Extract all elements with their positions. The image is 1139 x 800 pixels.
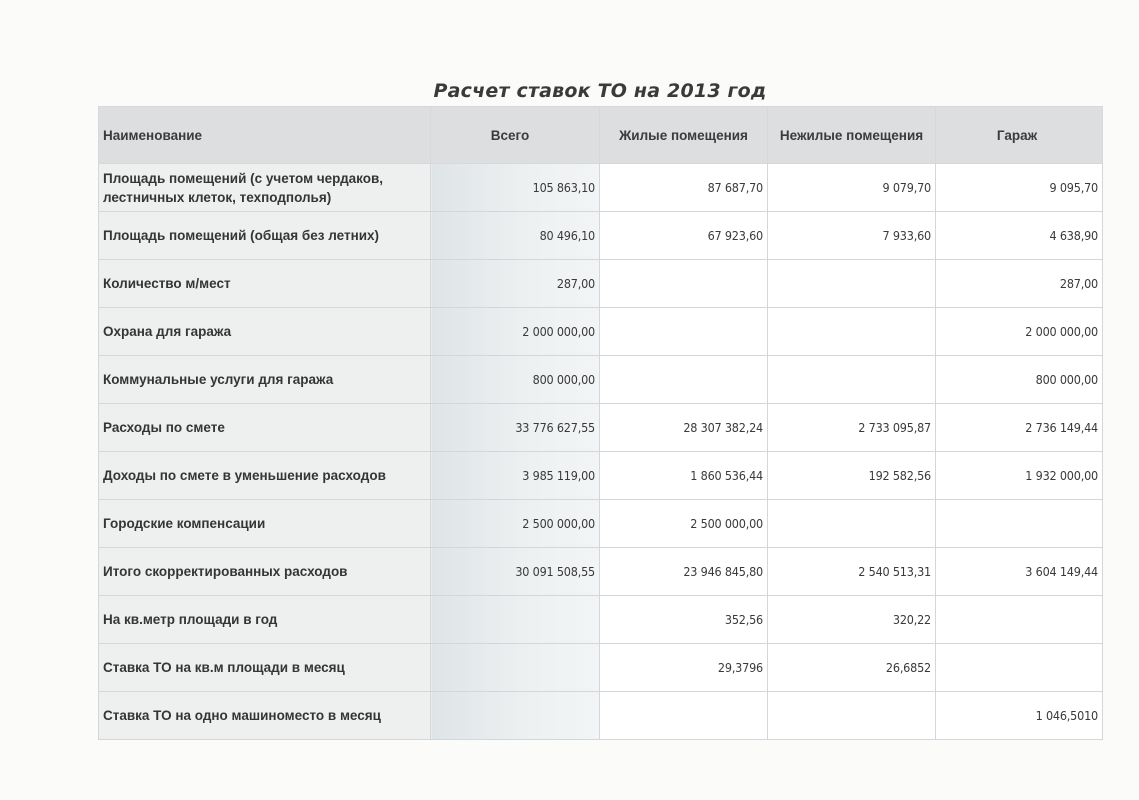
cell-nonresidential: 26,6852 (768, 644, 936, 692)
cell-residential: 1 860 536,44 (600, 452, 768, 500)
cell-garage: 9 095,70 (936, 164, 1103, 212)
cell-residential (600, 356, 768, 404)
cell-garage: 1 932 000,00 (936, 452, 1103, 500)
cell-name: Доходы по смете в уменьшение расходов (99, 452, 431, 500)
cell-nonresidential: 9 079,70 (768, 164, 936, 212)
cell-residential: 2 500 000,00 (600, 500, 768, 548)
table-row (99, 692, 1103, 740)
cell-nonresidential: 7 933,60 (768, 212, 936, 260)
table-row (99, 212, 1103, 260)
cell-nonresidential (768, 356, 936, 404)
cell-garage: 287,00 (936, 260, 1103, 308)
cell-total: 3 985 119,00 (431, 452, 600, 500)
cell-total: 287,00 (431, 260, 600, 308)
cell-garage (936, 596, 1103, 644)
cell-name: Городские компенсации (99, 500, 431, 548)
cell-residential: 23 946 845,80 (600, 548, 768, 596)
table-row (99, 548, 1103, 596)
cell-total (431, 644, 600, 692)
cell-name: Ставка ТО на одно машиноместо в месяц (99, 692, 431, 740)
cell-residential: 29,3796 (600, 644, 768, 692)
cell-total: 105 863,10 (431, 164, 600, 212)
table-row (99, 500, 1103, 548)
cell-total: 30 091 508,55 (431, 548, 600, 596)
cell-total (431, 692, 600, 740)
cell-garage: 2 000 000,00 (936, 308, 1103, 356)
header-garage: Гараж (936, 107, 1103, 164)
cell-total: 800 000,00 (431, 356, 600, 404)
cell-name: На кв.метр площади в год (99, 596, 431, 644)
cell-total: 80 496,10 (431, 212, 600, 260)
cell-nonresidential (768, 692, 936, 740)
cell-residential (600, 692, 768, 740)
table-row (99, 596, 1103, 644)
cell-garage: 2 736 149,44 (936, 404, 1103, 452)
cell-garage: 3 604 149,44 (936, 548, 1103, 596)
cell-name: Охрана для гаража (99, 308, 431, 356)
cell-residential: 352,56 (600, 596, 768, 644)
table-row (99, 164, 1103, 212)
table-header-row (99, 107, 1103, 164)
cell-name: Площадь помещений (с учетом чердаков, лестничных клеток, техподполья) (99, 164, 431, 212)
cell-name: Площадь помещений (общая без летних) (99, 212, 431, 260)
cell-nonresidential (768, 500, 936, 548)
cell-residential (600, 260, 768, 308)
cell-name: Расходы по смете (99, 404, 431, 452)
cell-residential: 28 307 382,24 (600, 404, 768, 452)
table-row (99, 644, 1103, 692)
header-name: Наименование (99, 107, 431, 164)
cell-garage (936, 500, 1103, 548)
document-title: Расчет ставок ТО на 2013 год (433, 80, 767, 102)
cell-total: 33 776 627,55 (431, 404, 600, 452)
table-body (99, 164, 1103, 740)
cell-total: 2 000 000,00 (431, 308, 600, 356)
table-row (99, 308, 1103, 356)
cell-name: Количество м/мест (99, 260, 431, 308)
cell-name: Итого скорректированных расходов (99, 548, 431, 596)
cell-nonresidential: 2 733 095,87 (768, 404, 936, 452)
table-row (99, 452, 1103, 500)
cell-garage: 800 000,00 (936, 356, 1103, 404)
cell-garage: 4 638,90 (936, 212, 1103, 260)
rates-table (98, 106, 1103, 740)
cell-nonresidential (768, 260, 936, 308)
cell-residential: 87 687,70 (600, 164, 768, 212)
cell-nonresidential: 192 582,56 (768, 452, 936, 500)
cell-residential: 67 923,60 (600, 212, 768, 260)
cell-garage: 1 046,5010 (936, 692, 1103, 740)
cell-nonresidential: 320,22 (768, 596, 936, 644)
cell-name: Коммунальные услуги для гаража (99, 356, 431, 404)
header-nonresidential: Нежилые помещения (768, 107, 936, 164)
cell-residential (600, 308, 768, 356)
cell-name: Ставка ТО на кв.м площади в месяц (99, 644, 431, 692)
table-row (99, 260, 1103, 308)
cell-garage (936, 644, 1103, 692)
cell-nonresidential: 2 540 513,31 (768, 548, 936, 596)
header-residential: Жилые помещения (600, 107, 768, 164)
cell-nonresidential (768, 308, 936, 356)
cell-total: 2 500 000,00 (431, 500, 600, 548)
cell-total (431, 596, 600, 644)
header-total: Всего (431, 107, 600, 164)
table-row (99, 356, 1103, 404)
table-row (99, 404, 1103, 452)
